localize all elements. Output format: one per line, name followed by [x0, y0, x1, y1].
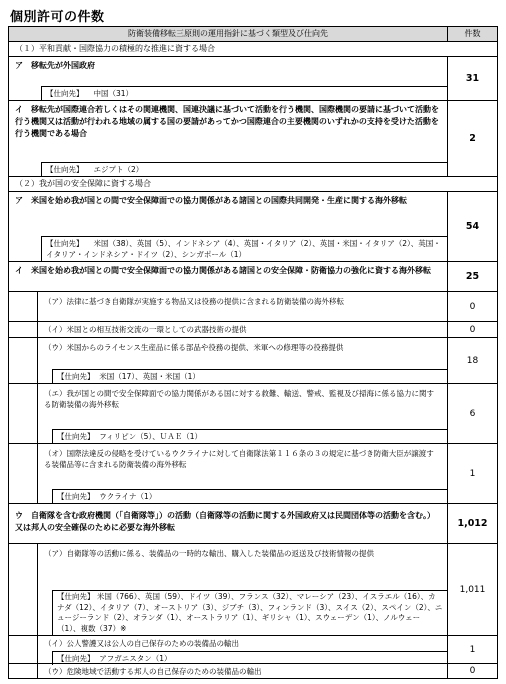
destination — [41, 86, 447, 100]
count-cell: 1 — [447, 636, 497, 663]
count-cell: 2 — [447, 101, 497, 176]
permit-count-table — [8, 26, 498, 679]
count-cell: 6 — [447, 384, 497, 443]
count-cell: 31 — [447, 57, 497, 100]
count-cell: 0 — [447, 322, 497, 337]
destination-label: 【仕向先】 — [46, 165, 84, 174]
count-cell: 0 — [447, 664, 497, 678]
table-row — [9, 383, 497, 443]
item-title: ウ 自衛隊を含む政府機関（「自衛隊等」）の活動（自衛隊等の活動に関する外国政府又は民間団体等の活動を含む。）又は邦人の安全確保のために必要な海外移転 — [15, 511, 435, 532]
sub-item-title: （ウ）米国からのライセンス生産品に係る部品や役務の提供、米軍への修理等の役務提供 — [44, 343, 344, 352]
section-heading: （２）我が国の安全保障に資する場合 — [15, 179, 151, 188]
destination — [52, 590, 447, 635]
sub-item-title: （エ）我が国との間で安全保障面での協力関係がある国に対する救難、輸送、警戒、監視及び掃海に係る協力に関する防衛装備の海外移転 — [44, 389, 434, 409]
section-row — [9, 176, 497, 191]
sub-item-title: （ウ）危険地域で活動する邦人の自己保存のための装備品の輸出 — [44, 667, 262, 676]
count-cell: 1,011 — [447, 544, 497, 635]
table-row — [9, 443, 497, 503]
destination-list: 米国（38）、英国（5）、インドネシア（4）、英国・イタリア（2）、英国・米国・イタリア（2）、英国・イタリア・インドネシア・ドイツ（2）、シンガポール（1） — [46, 239, 441, 259]
destination — [52, 429, 447, 443]
item-title: イ 移転先が国際連合若しくはその関連機関、国連決議に基づいて活動を行う機関、国際機関の要請に基づいて活動を行う機関又は活動が行われる地域の属する国の要請があってかつ国際連合の主要機関のいずれかの支持を受けた活動を行う機関である場合 — [15, 105, 439, 138]
section-heading: （１）平和貢献・国際協力の積極的な推進に資する場合 — [15, 44, 215, 53]
destination-label: 【仕向先】 — [57, 592, 95, 601]
item-title: ア 移転先が外国政府 — [15, 61, 95, 70]
header-count: 件数 — [447, 27, 497, 41]
sub-item-title: （イ）米国との相互技術交流の一環としての武器技術の提供 — [44, 325, 247, 334]
table-row — [9, 337, 497, 383]
table-row — [9, 321, 497, 337]
destination — [41, 162, 447, 176]
table-row — [9, 56, 497, 100]
destination-label: 【仕向先】 — [57, 654, 95, 663]
sub-item-title: （オ）国際法違反の侵略を受けているウクライナに対して自衛隊法第１１６条の３の規定に基づき防衛大臣が譲渡する装備品等に含まれる防衛装備の海外移転 — [44, 449, 434, 469]
page-title: 個別許可の件数 — [10, 10, 105, 25]
table-row — [9, 543, 497, 635]
destination — [52, 651, 447, 665]
table-row — [9, 663, 497, 678]
item-title: イ 米国を始め我が国との間で安全保障面での協力関係がある諸国との安全保障・防衛協力の強化に資する海外移転 — [15, 266, 431, 275]
count-cell: 18 — [447, 338, 497, 383]
table-row — [9, 191, 497, 261]
table-row — [9, 635, 497, 663]
header-category: 防衛装備移転三原則の運用指針に基づく類型及び仕向先 — [128, 29, 328, 38]
destination-list: アフガニスタン（1） — [99, 654, 172, 663]
count-cell: 1 — [447, 444, 497, 503]
destination-list: ウクライナ（1） — [99, 492, 157, 501]
destination-list: 中国（31） — [93, 89, 134, 98]
table-row — [9, 503, 497, 543]
destination — [52, 369, 447, 383]
destination-list: エジプト（2） — [93, 165, 144, 174]
item-title: ア 米国を始め我が国との間で安全保障面での協力関係がある諸国との国際共同開発・生産に関する海外移転 — [15, 196, 407, 205]
table-row — [9, 261, 497, 291]
table-header — [9, 27, 497, 41]
destination-label: 【仕向先】 — [57, 372, 95, 381]
sub-item-title: （ア）法律に基づき自衛隊が実施する物品又は役務の提供に含まれる防衛装備の海外移転 — [44, 297, 344, 306]
destination-list: フィリピン（5）、ＵＡＥ（1） — [99, 432, 202, 441]
destination-label: 【仕向先】 — [57, 492, 95, 501]
sub-item-title: （ア）自衛隊等の活動に係る、装備品の一時的な輸出、購入した装備品の返送及び技術情報の提供 — [44, 549, 374, 558]
destination — [52, 489, 447, 503]
sub-item-title: （イ）公人警護又は公人の自己保存のための装備品の輸出 — [44, 639, 239, 648]
destination-label: 【仕向先】 — [46, 89, 84, 98]
destination-label: 【仕向先】 — [46, 239, 84, 248]
destination-list: 米国（17）、英国・米国（1） — [99, 372, 200, 381]
count-cell: 25 — [447, 262, 497, 291]
count-cell: 1,012 — [447, 504, 497, 543]
table-row — [9, 291, 497, 321]
destination — [41, 236, 447, 261]
count-cell: 0 — [447, 292, 497, 321]
count-cell: 54 — [447, 192, 497, 261]
table-row — [9, 100, 497, 176]
destination-list: 米国（766）、英国（59）、ドイツ（39）、フランス（32）、マレーシア（23）、イスラエル（16）、カナダ（12）、イタリア（7）、オーストリア（3）、ジブチ（3）、フィンランド（3）、スイス（2）、スペイン（2）、ニュージーランド（2）、オランダ（1）、オーストラリア（1）、ギリシャ（1）、スウェーデン（1）、ノルウェー（1）、複数（37）※ — [57, 592, 443, 633]
section-row — [9, 41, 497, 56]
destination-label: 【仕向先】 — [57, 432, 95, 441]
